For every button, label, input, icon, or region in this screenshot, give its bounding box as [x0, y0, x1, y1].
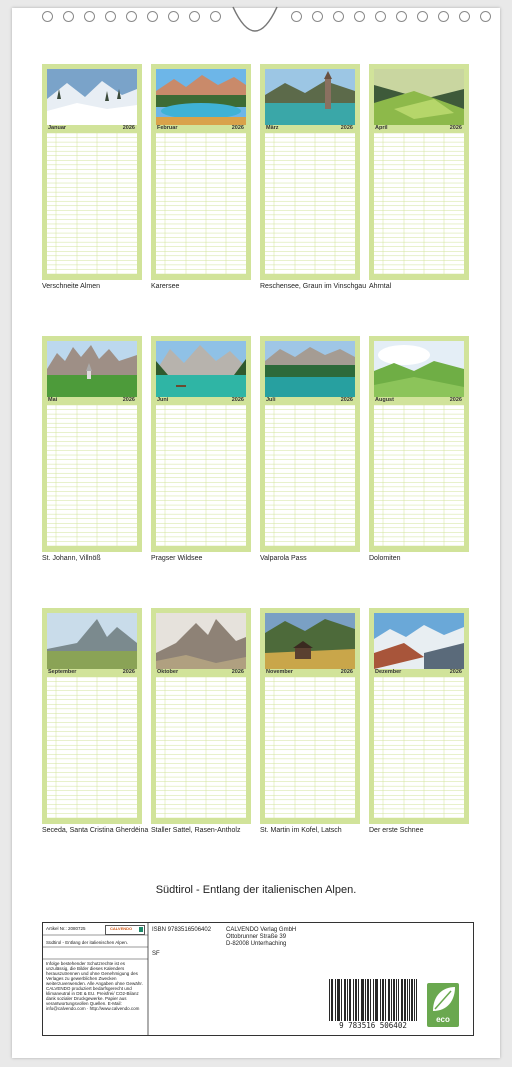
barcode-bar — [377, 979, 378, 1021]
month-header — [374, 669, 464, 676]
barcode-bar — [358, 979, 359, 1021]
month-caption: Verschneite Almen — [42, 283, 100, 290]
barcode-bar — [375, 979, 376, 1021]
month-caption: Pragser Wildsee — [151, 555, 203, 562]
month-name: April — [375, 125, 388, 131]
barcode-bar — [331, 979, 332, 1021]
barcode-bar — [376, 979, 377, 1021]
day-grid — [156, 133, 246, 274]
barcode-bar — [416, 979, 417, 1021]
barcode-bar — [401, 979, 402, 1021]
month-header — [47, 125, 137, 132]
month-header — [156, 397, 246, 404]
month-name: Dezember — [375, 669, 402, 675]
month-name: Juli — [266, 397, 276, 403]
barcode-bar — [337, 979, 338, 1021]
month-year: 2026 — [449, 669, 462, 675]
month-header — [265, 125, 355, 132]
month-name: Januar — [48, 125, 67, 131]
month-year: 2026 — [340, 669, 353, 675]
isbn: ISBN 9783516506402 — [152, 927, 212, 933]
day-grid — [47, 677, 137, 818]
barcode-bar — [394, 979, 395, 1021]
barcode-bar — [349, 979, 350, 1021]
month-caption: Karersee — [151, 283, 180, 290]
month-name: November — [266, 669, 293, 675]
photo-pragser-wildsee — [156, 341, 246, 397]
barcode-bar — [398, 979, 399, 1021]
month-year: 2026 — [122, 669, 135, 675]
barcode-bar — [411, 979, 412, 1021]
month-caption: Dolomiten — [369, 555, 401, 562]
barcode-bar — [355, 979, 356, 1021]
binding-ring — [354, 11, 365, 22]
binding-ring — [480, 11, 491, 22]
barcode-bar — [363, 979, 364, 1021]
month-caption: Valparola Pass — [260, 555, 307, 562]
month-header — [47, 397, 137, 404]
binding-ring — [459, 11, 470, 22]
month-caption: St. Johann, Villnöß — [42, 555, 101, 562]
binding-ring — [126, 11, 137, 22]
eco-label: eco — [436, 1015, 450, 1024]
barcode-bar — [383, 979, 384, 1021]
barcode-bar — [373, 979, 374, 1021]
barcode-bar — [391, 979, 392, 1021]
isbn-barcode — [327, 979, 419, 1031]
binding-ring — [438, 11, 449, 22]
hanger-hook-icon — [232, 1, 278, 43]
month-caption: St. Martin im Kofel, Latsch — [260, 827, 342, 834]
month-header — [265, 397, 355, 404]
month-name: September — [48, 669, 77, 675]
month-header — [156, 125, 246, 132]
binding-ring — [147, 11, 158, 22]
binding-ring — [375, 11, 386, 22]
barcode-bar — [389, 979, 390, 1021]
day-grid — [374, 405, 464, 546]
binding-ring — [333, 11, 344, 22]
month-year: 2026 — [231, 125, 244, 131]
binding-ring — [84, 11, 95, 22]
barcode-bar — [350, 979, 351, 1021]
month-header — [156, 669, 246, 676]
month-caption: Ahrntal — [369, 283, 392, 290]
day-grid — [265, 133, 355, 274]
photo-st-martin-im-kofel — [265, 613, 355, 669]
month-caption: Staller Sattel, Rasen-Antholz — [151, 827, 241, 834]
month-name: Oktober — [157, 669, 179, 675]
barcode-bar — [345, 979, 346, 1021]
barcode-bar — [388, 979, 389, 1021]
photo-karersee — [156, 69, 246, 125]
day-grid — [265, 405, 355, 546]
publisher-name: CALVENDO Verlag GmbH — [226, 927, 297, 933]
barcode-bar — [335, 979, 336, 1021]
month-year: 2026 — [122, 397, 135, 403]
eco-badge — [427, 983, 459, 1027]
barcode-bar — [385, 979, 386, 1021]
leaf-icon — [427, 983, 459, 1015]
binding-ring — [105, 11, 116, 22]
barcode-bar — [382, 979, 383, 1021]
binding-ring — [396, 11, 407, 22]
photo-reschensee — [265, 69, 355, 125]
legal-notice: Infolge bestehender Schutzrechte ist es unzulässig, die Bilder dieses Kalenders herauszutrennen und ohne Genehmigung des Verlages zu gewerblichen Zwecken weiterzuverwenden. Alle Angaben ohne Gewähr. CALVENDO produziert bedarfsgerecht und klimaneutral in DE & EU. Preisfrei/ CO2-Bilanz dank sozialer Druckgewerke. Papier aus verantwortungsvollen Quellen. E-Mail: info@calvendo.com · http://www.calvendo.com — [46, 961, 143, 1011]
barcode-bar — [404, 979, 405, 1021]
month-caption: Der erste Schnee — [369, 827, 424, 834]
month-year: 2026 — [122, 125, 135, 131]
barcode-bar — [407, 979, 408, 1021]
barcode-bar — [396, 979, 397, 1021]
photo-ahrntal — [374, 69, 464, 125]
binding-ring — [63, 11, 74, 22]
barcode-bar — [412, 979, 413, 1021]
barcode-bar — [347, 979, 348, 1021]
barcode-bar — [341, 979, 342, 1021]
day-grid — [374, 133, 464, 274]
barcode-bar — [365, 979, 366, 1021]
month-header — [265, 669, 355, 676]
month-name: August — [375, 397, 394, 403]
day-grid — [374, 677, 464, 818]
month-header — [374, 397, 464, 404]
barcode-bar — [409, 979, 410, 1021]
photo-dolomiten — [374, 341, 464, 397]
photo-der-erste-schnee — [374, 613, 464, 669]
day-grid — [156, 677, 246, 818]
month-caption: Reschensee, Graun im Vinschgau — [260, 283, 367, 290]
binding-ring — [291, 11, 302, 22]
barcode-bar — [370, 979, 371, 1021]
barcode-bar — [329, 979, 330, 1021]
month-year: 2026 — [340, 125, 353, 131]
barcode-bar — [380, 979, 381, 1021]
month-name: Februar — [157, 125, 178, 131]
barcode-bar — [368, 979, 369, 1021]
article-number: Artikel Nr.: 2080725 — [46, 926, 86, 931]
barcode-digits: 9 783516 506402 — [339, 1021, 407, 1030]
day-grid — [47, 405, 137, 546]
month-name: März — [266, 125, 279, 131]
month-year: 2026 — [340, 397, 353, 403]
binding-ring — [210, 11, 221, 22]
calvendo-logo-mark — [139, 927, 143, 932]
day-grid — [47, 133, 137, 274]
binding-ring — [189, 11, 200, 22]
barcode-bar — [338, 979, 339, 1021]
photo-valparola-pass — [265, 341, 355, 397]
product-title: Südtirol - Entlang der italienischen Alpen. — [46, 940, 129, 945]
photo-seceda — [47, 613, 137, 669]
month-name: Juni — [157, 397, 169, 403]
binding-rings — [0, 7, 512, 31]
sf-code: SF — [152, 951, 160, 957]
binding-ring — [312, 11, 323, 22]
barcode-bar — [402, 979, 403, 1021]
barcode-bar — [367, 979, 368, 1021]
month-header — [47, 669, 137, 676]
barcode-bar — [361, 979, 362, 1021]
month-year: 2026 — [231, 669, 244, 675]
calendar-title: Südtirol - Entlang der italienischen Alpen. — [155, 884, 357, 896]
month-year: 2026 — [231, 397, 244, 403]
publisher-city: D-82008 Unterhaching — [226, 941, 287, 947]
day-grid — [265, 677, 355, 818]
barcode-bar — [344, 979, 345, 1021]
barcode-bar — [356, 979, 357, 1021]
month-caption: Seceda, Santa Cristina Gherdëina — [42, 827, 149, 834]
binding-ring — [42, 11, 53, 22]
calvendo-logo: CALVENDO — [105, 925, 145, 935]
day-grid — [156, 405, 246, 546]
photo-st-johann-villnoess — [47, 341, 137, 397]
barcode-bar — [405, 979, 406, 1021]
binding-ring — [417, 11, 428, 22]
barcode-bar — [353, 979, 354, 1021]
publisher-street: Ottobrunner Straße 39 — [226, 934, 287, 940]
barcode-bar — [332, 979, 333, 1021]
barcode-bar — [339, 979, 340, 1021]
imprint-box — [42, 922, 474, 1036]
month-year: 2026 — [449, 397, 462, 403]
barcode-bar — [362, 979, 363, 1021]
month-header — [374, 125, 464, 132]
barcode-bar — [393, 979, 394, 1021]
binding-ring — [168, 11, 179, 22]
month-name: Mai — [48, 397, 58, 403]
month-year: 2026 — [449, 125, 462, 131]
barcode-bars — [327, 979, 419, 1021]
barcode-bar — [414, 979, 415, 1021]
photo-staller-sattel — [156, 613, 246, 669]
photo-verschneite-almen — [47, 69, 137, 125]
